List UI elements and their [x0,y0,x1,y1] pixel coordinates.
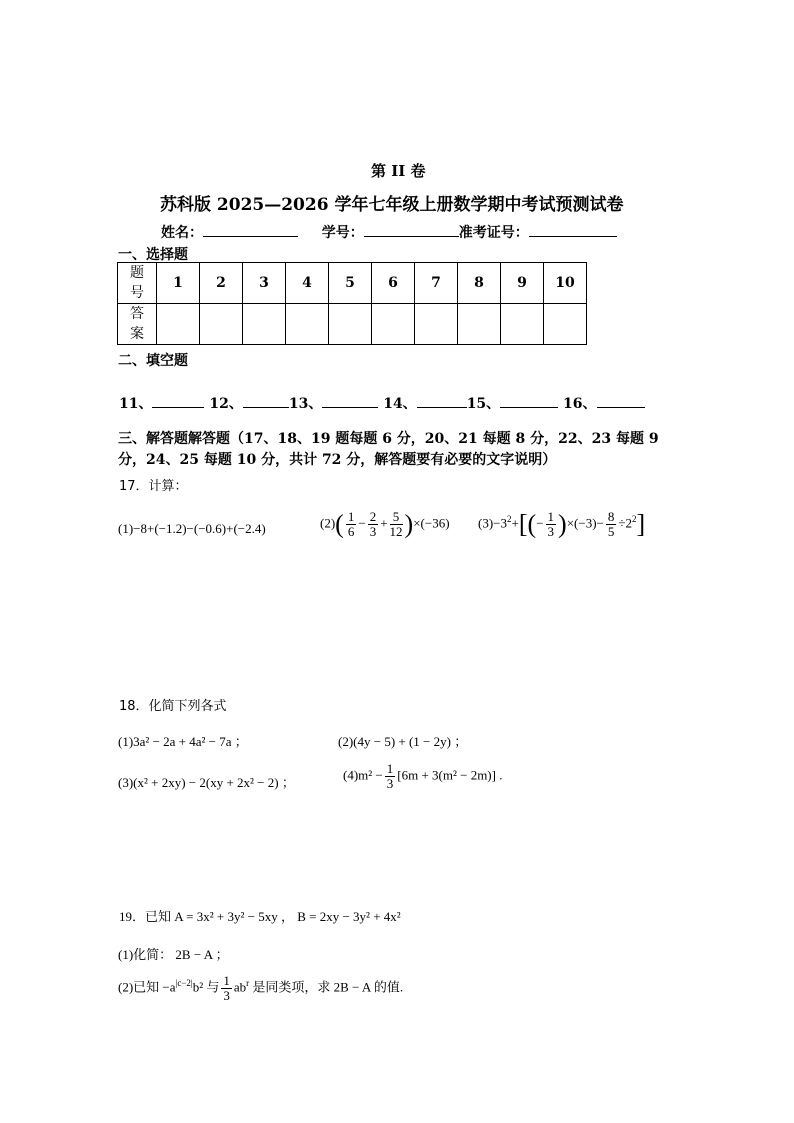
exam-id-label: 准考证号： [458,225,529,241]
q19-label: 19．已知 A = 3x² + 3y² − 5xy ， B = 2xy − 3y² + 4x² [119,909,401,924]
fill-item-14: 14、 [383,396,417,412]
name-blank [203,222,298,237]
table-cell: 6 [372,263,415,304]
student-id-label: 学号： [321,225,364,241]
answer-cell[interactable] [458,304,501,345]
fill-item-16: 16、 [563,396,597,412]
q17-label: 17．计算： [119,479,188,494]
table-cell: 10 [544,263,587,304]
q18-part1: (1)3a² − 2a + 4a² − 7a ； [118,734,248,749]
name-field [161,222,617,242]
answer-cell[interactable] [157,304,200,345]
fill-blank[interactable] [417,393,467,408]
fill-item-12: 12、 [209,396,243,412]
answer-cell[interactable] [372,304,415,345]
answer-cell[interactable] [200,304,243,345]
table-cell: 8 [458,263,501,304]
fill-item-13: 13、 [288,396,323,412]
q17-part3: $(3)-3^2+[(-$ $\frac{1}{3}$ )×(−3)− $\frac{8}{5}$ $\div 2^2$] [478,509,646,539]
table-cell: 5 [329,263,372,304]
q17-part1: (1)−8+(−1.2)−(−0.6)+(−2.4) [118,521,266,536]
q19-part1: (1)化简： 2B − A ； [118,947,229,962]
fill-blank[interactable] [597,393,645,408]
section3-title-line1: 三、解答题解答题（17、18、19 题每题 6 分，20、21 每题 8 分，22、23 每题 9 [118,431,659,447]
row-label-answer: 答 案 [118,304,157,345]
answer-cell[interactable] [329,304,372,345]
answer-cell[interactable] [544,304,587,345]
answer-cell[interactable] [286,304,329,345]
table-cell: 4 [286,263,329,304]
table-cell: 2 [200,263,243,304]
fill-blank[interactable] [243,393,289,408]
section3-title-line2: 分，24、25 每题 10 分，共计 72 分，解答题要有必要的文字说明） [118,452,557,468]
page-title: 苏科版 2025—2026 学年七年级上册数学期中考试预测试卷 [160,195,624,215]
fill-blanks-row [119,393,645,413]
volume-label: 第 II 卷 [371,162,426,180]
q17-part2: (2)( $\frac{1}{6}$ − $\frac{2}{3}$ + $\frac{5}{12}$ )×(−36) [320,509,450,539]
answer-cell[interactable] [501,304,544,345]
name-label: 姓名： [161,225,203,241]
q18-part4: (4)m² − $\frac{1}{3}$ [6m + 3(m² − 2m)] . [343,761,503,791]
row-label-number: 题 号 [118,263,157,304]
fill-item-15: 15、 [466,396,501,412]
table-row [118,263,587,304]
table-cell: 9 [501,263,544,304]
section1-title: 一、选择题 [118,247,188,263]
section2-title: 二、填空题 [118,353,188,369]
table-row [118,304,587,345]
table-cell: 1 [157,263,200,304]
answer-cell[interactable] [243,304,286,345]
table-cell: 3 [243,263,286,304]
table-cell: 7 [415,263,458,304]
fill-blank[interactable] [152,393,204,408]
fill-blank[interactable] [322,393,378,408]
fill-item-11: 11、 [119,396,153,412]
fill-blank[interactable] [500,393,558,408]
q18-label: 18．化简下列各式 [119,699,227,714]
q18-part2: (2)(4y − 5) + (1 − 2y) ； [338,734,468,749]
exam-id-blank [529,222,617,237]
q19-part2: (2)已知 $-a^{|c-2|}b^2$ 与 $\frac{1}{3}$ $ab^r$ 是同类项，求 2B − A 的值. [118,973,404,1003]
answer-table [117,262,587,345]
student-id-blank [364,222,459,237]
q18-part3: (3)(x² + 2xy) − 2(xy + 2x² − 2) ； [118,775,295,790]
answer-cell[interactable] [415,304,458,345]
